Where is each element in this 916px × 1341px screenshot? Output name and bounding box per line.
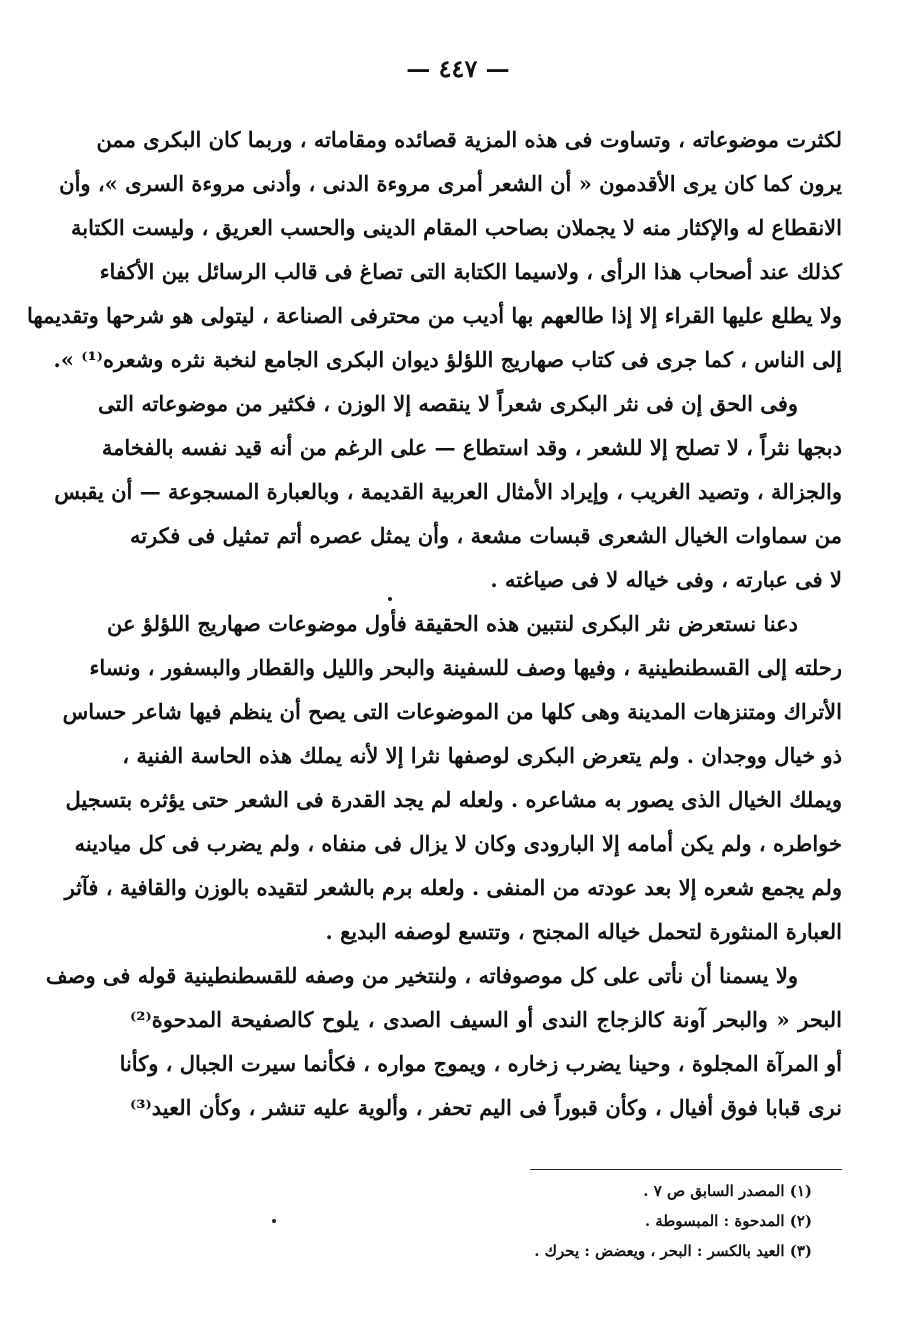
text-line: دعنا نستعرض نثر البكرى لنتبين هذه الحقيقة فأول موضوعات صهاريج اللؤلؤ عن <box>106 611 798 636</box>
text-line: يرون كما كان يرى الأقدمون « أن الشعر أمرى مروءة الدنى ، وأدنى مروءة السرى »، وأن <box>59 171 842 196</box>
text-line: ولا يطلع عليها القراء إلا إذا طالعهم بها أديب من محترفى الصناعة ، ليتولى هو شرحها وتقديمها <box>27 303 842 328</box>
footnote: (١) المصدر السابق ص ٧ . <box>643 1182 812 1200</box>
body-text <box>27 118 842 1130</box>
text-line: كذلك عند أصحاب هذا الرأى ، ولاسيما الكتابة التى تصاغ فى قالب الرسائل بين الأكفاء <box>99 259 842 284</box>
text-line: لا فى عبارته ، وفى خياله لا فى صياغته . <box>490 567 842 592</box>
text-line: ولم يجمع شعره إلا بعد عودته من المنفى . ولعله برم بالشعر لتقيده بالوزن والقافية ، فآثر <box>64 875 842 900</box>
text-line: رحلته إلى القسطنطينية ، وفيها وصف للسفينة والبحر والليل والقطار والبسفور ، ونساء <box>89 655 842 680</box>
text-line: الأتراك ومتنزهات المدينة وهى كلها من الموضوعات التى يصح أن ينظم فيها شاعر حساس <box>62 699 842 724</box>
text-line: نرى قبابا فوق أفيال ، وكأن قبوراً فى اليم تحفر ، وألوية عليه تنشر ، وكأن العيد⁽³⁾ <box>130 1095 842 1120</box>
text-line: ويملك الخيال الذى يصور به مشاعره . ولعله لم يجد القدرة فى الشعر حتى يؤثره بتسجيل <box>65 787 842 812</box>
text-line: الانقطاع له والإكثار منه لا يجملان بصاحب المقام الدينى والحسب العريق ، وليست الكتابة <box>71 215 842 240</box>
text-line: لكثرت موضوعاته ، وتساوت فى هذه المزية قصائده ومقاماته ، وربما كان البكرى ممن <box>96 127 842 152</box>
print-speck <box>388 597 392 601</box>
text-line: أو المرآة المجلوة ، وحينا يضرب زخاره ، ويموج مواره ، فكأنما سيرت الجبال ، وكأنا <box>119 1051 842 1076</box>
text-line: ذو خيال ووجدان . ولم يتعرض البكرى لوصفها نثرا إلا لأنه يملك هذه الحاسة الفنية ، <box>122 743 842 768</box>
print-speck <box>272 1219 276 1223</box>
footnotes <box>420 1176 812 1266</box>
text-line: خواطره ، ولم يكن أمامه إلا البارودى وكان لا يزال فى منفاه ، ولم يضرب فى كل ميادينه <box>74 831 842 856</box>
footnote: (٢) المدحوة : المبسوطة . <box>644 1212 812 1230</box>
footnote-divider <box>530 1169 842 1170</box>
text-line: البحر « والبحر آونة كالزجاج الندى أو السيف الصدى ، يلوح كالصفيحة المدحوة⁽²⁾ <box>130 1007 842 1032</box>
text-line: والجزالة ، وتصيد الغريب ، وإيراد الأمثال العربية القديمة ، وبالعبارة المسجوعة — أن يقبس <box>54 479 842 504</box>
text-line: العبارة المنثورة لتحمل خياله المجنح ، وتتسع لوصفه البديع . <box>325 919 842 944</box>
footnote: (٣) العيد بالكسر : البحر ، ويعضض : يحرك . <box>534 1242 812 1260</box>
text-line: من سماوات الخيال الشعرى قبسات مشعة ، وأن يمثل عصره أتم تمثيل فى فكرته <box>130 523 842 548</box>
page-number: — ٤٤٧ — <box>406 54 510 83</box>
text-line: دبجها نثراً ، لا تصلح إلا للشعر ، وقد استطاع — على الرغم من أنه قيد نفسه بالفخامة <box>101 435 842 460</box>
text-line: وفى الحق إن فى نثر البكرى شعراً لا ينقصه إلا الوزن ، فكثير من موضوعاته التى <box>97 391 798 416</box>
text-line: ولا يسمنا أن نأتى على كل موصوفاته ، ولنتخير من وصفه للقسطنطينية قوله فى وصف <box>45 963 798 988</box>
text-line: إلى الناس ، كما جرى فى كتاب صهاريج اللؤلؤ ديوان البكرى الجامع لنخبة نثره وشعره⁽¹⁾ ». <box>53 347 842 372</box>
